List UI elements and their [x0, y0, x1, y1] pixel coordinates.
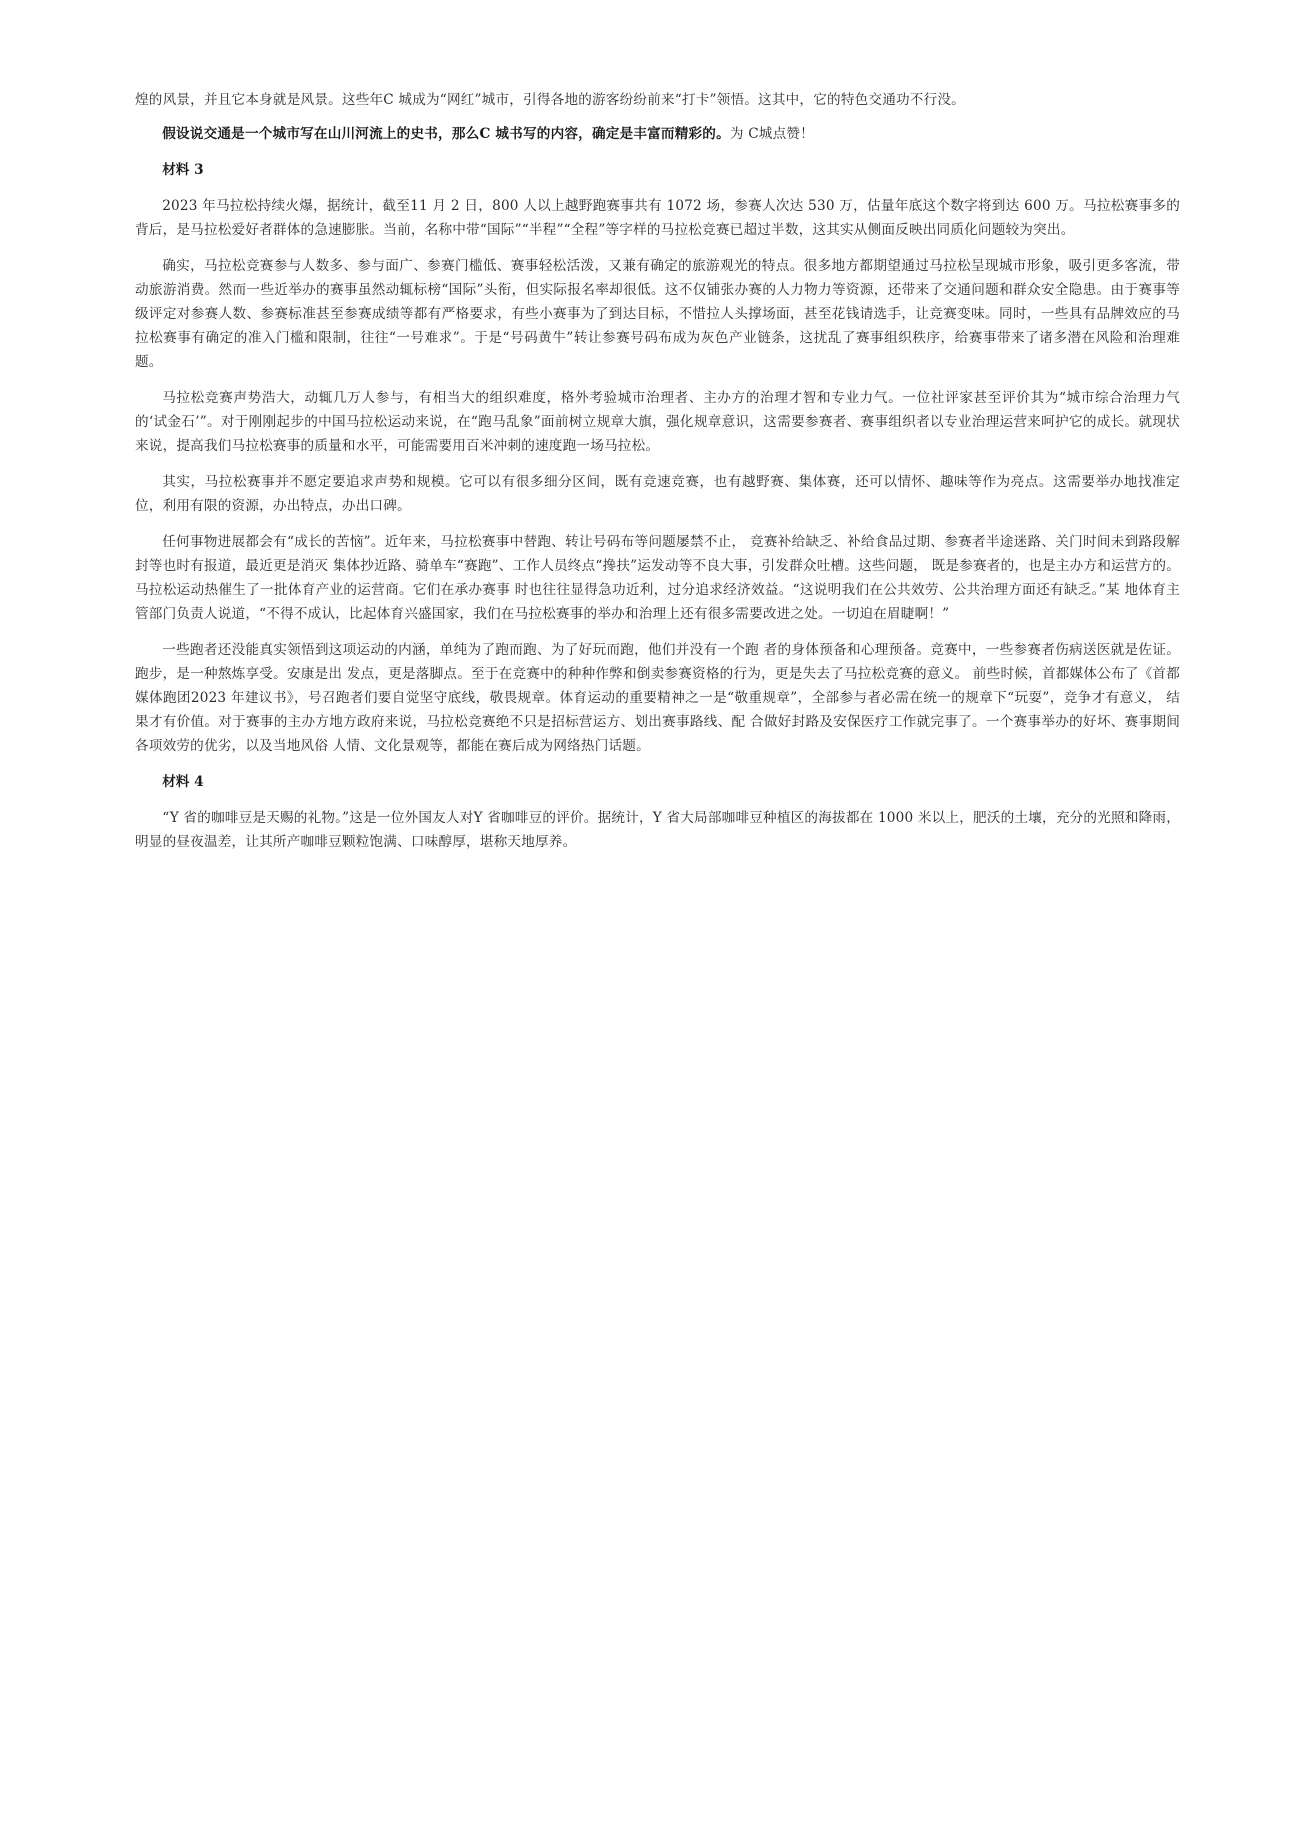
material3-paragraph-3: 马拉松竞赛声势浩大，动辄几万人参与，有相当大的组织难度，格外考验城市治理者、主办方的治理才智和专业力气。一位社评家甚至评价其为“城市综合治理力气的‘试金石’”。对于刚刚起步的中国马拉松运动来说，在“跑马乱象”面前树立规章大旗，强化规章意识，这需要参赛者、赛事组织者以专业治理运营来呵护它的成长。就现状来说，提高我们马拉松赛事的质量和水平，可能需要用百米冲刺的速度跑一场马拉松。 — [135, 390, 1180, 454]
highlight-bold-text: 假设说交通是一个城市写在山川河流上的史书，那么C 城书写的内容，确定是丰富而精彩的。 — [162, 126, 730, 142]
material3-paragraph-5: 任何事物进展都会有“成长的苦恼”。近年来，马拉松赛事中替跑、转让号码布等问题屡禁不止， 竞赛补给缺乏、补给食品过期、参赛者半途迷路、关门时间未到路段解封等也时有报道，最近更是消灭 集体抄近路、骑单车“赛跑”、工作人员终点“搀扶”运发动等不良大事，引发群众吐槽。这些问题， 既是参赛者的，也是主办方和运营方的。马拉松运动热催生了一批体育产业的运营商。它们在承办赛事 时也往往显得急功近利，过分追求经济效益。“这说明我们在公共效劳、公共治理方面还有缺乏。”某 地体育主管部门负责人说道，“不得不成认，比起体育兴盛国家，我们在马拉松赛事的举办和治理上还有很多需要改进之处。一切迫在眉睫啊！” — [135, 534, 1180, 622]
material4-heading: 材料 4 — [162, 774, 204, 790]
material4-paragraph-1: “Y 省的咖啡豆是天赐的礼物。”这是一位外国友人对Y 省咖啡豆的评价。据统计，Y 省大局部咖啡豆种植区的海拔都在 1000 米以上，肥沃的土壤，充分的光照和降雨，明显的昼夜温差，让其所产咖啡豆颗粒饱满、口味醇厚，堪称天地厚养。 — [135, 810, 1180, 850]
material3-paragraph-6: 一些跑者还没能真实领悟到这项运动的内涵，单纯为了跑而跑、为了好玩而跑，他们并没有一个跑 者的身体预备和心理预备。竞赛中，一些参赛者伤病送医就是佐证。跑步，是一种熬炼享受。安康是出 发点，更是落脚点。至于在竞赛中的种种作弊和倒卖参赛资格的行为，更是失去了马拉松竞赛的意义。 前些时候，首都媒体公布了《首都媒体跑团2023 年建议书》，号召跑者们要自觉坚守底线，敬畏规章。体育运动的重要精神之一是“敬重规章”，全部参与者必需在统一的规章下“玩耍”，竞争才有意义， 结果才有价值。对于赛事的主办方地方政府来说，马拉松竞赛绝不只是招标营运方、划出赛事路线、配 合做好封路及安保医疗工作就完事了。一个赛事举办的好坏、赛事期间各项效劳的优劣，以及当地风俗 人情、文化景观等，都能在赛后成为网络热门话题。 — [135, 642, 1180, 754]
document-page — [135, 88, 1180, 866]
highlight-paragraph — [135, 122, 1180, 146]
material3-heading: 材料 3 — [162, 162, 204, 178]
material3-paragraph-2: 确实，马拉松竞赛参与人数多、参与面广、参赛门槛低、赛事轻松活泼，又兼有确定的旅游观光的特点。很多地方都期望通过马拉松呈现城市形象，吸引更多客流，带动旅游消费。然而一些近举办的赛事虽然动辄标榜“国际”头衔，但实际报名率却很低。这不仅铺张办赛的人力物力等资源，还带来了交通问题和群众安全隐患。由于赛事等级评定对参赛人数、参赛标准甚至参赛成绩等都有严格要求，有些小赛事为了到达目标，不惜拉人头撑场面，甚至花钱请选手，让竞赛变味。同时，一些具有品牌效应的马拉松赛事有确定的准入门槛和限制，往往“一号难求”。于是“号码黄牛”转让参赛号码布成为灰色产业链条，这扰乱了赛事组织秩序，给赛事带来了诸多潜在风险和治理难题。 — [135, 258, 1180, 370]
material3-paragraph-4: 其实，马拉松赛事并不愿定要追求声势和规模。它可以有很多细分区间，既有竞速竞赛，也有越野赛、集体赛，还可以情怀、趣味等作为亮点。这需要举办地找准定位，利用有限的资源，办出特点，办出口碑。 — [135, 474, 1180, 514]
material3-paragraph-1: 2023 年马拉松持续火爆，据统计，截至11 月 2 日，800 人以上越野跑赛事共有 1072 场，参赛人次达 530 万，估量年底这个数字将到达 600 万。马拉松赛事多的背后，是马拉松爱好者群体的急速膨胀。当前，名称中带“国际”“半程”“全程”等字样的马拉松竞赛已超过半数，这其实从侧面反映出同质化问题较为突出。 — [135, 198, 1180, 238]
intro-paragraph: 煌的风景，并且它本身就是风景。这些年C 城成为“网红”城市，引得各地的游客纷纷前来“打卡”领悟。这其中，它的特色交通功不行没。 — [135, 92, 965, 108]
highlight-normal-text: 为 C城点赞！ — [729, 126, 814, 142]
